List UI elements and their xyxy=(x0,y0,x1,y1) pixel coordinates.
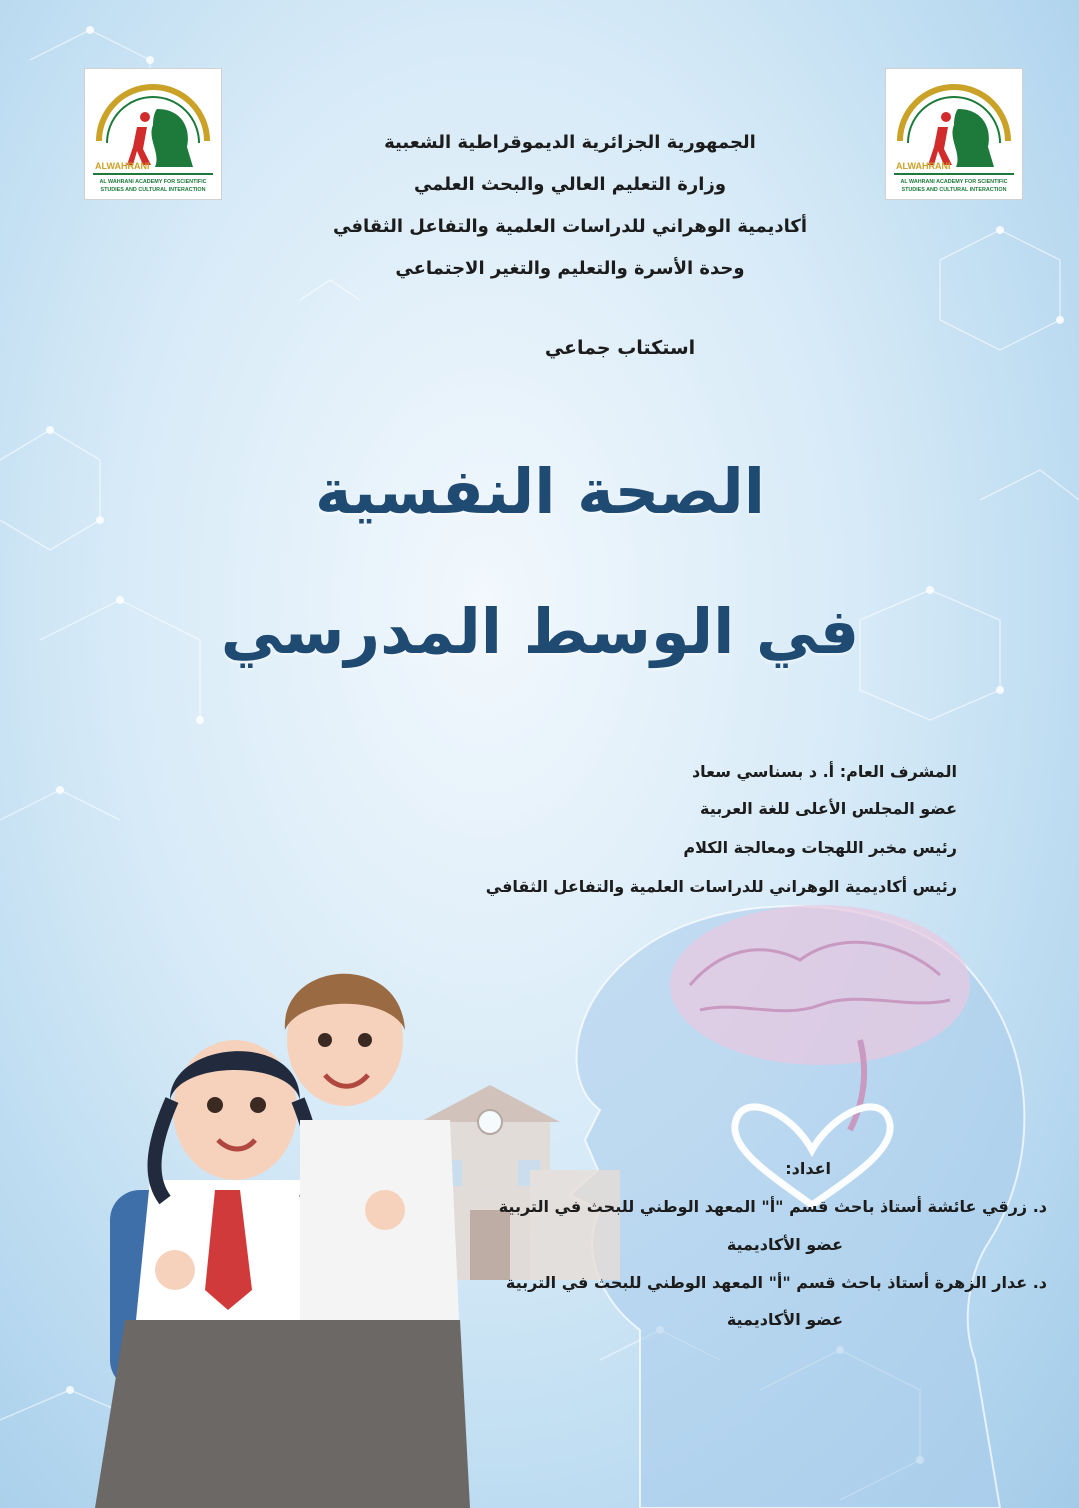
collective-work-label: استكتاب جماعي xyxy=(544,337,696,359)
header-republic: الجمهورية الجزائرية الديموقراطية الشعبية xyxy=(384,132,756,153)
supervisor-role-3: رئيس أكاديمية الوهراني للدراسات العلمية والتفاعل الثقافي xyxy=(485,877,957,896)
svg-text:STUDIES AND CULTURAL INTERACTI: STUDIES AND CULTURAL INTERACTION xyxy=(901,187,1007,193)
header-ministry: وزارة التعليم العالي والبحث العلمي xyxy=(413,174,727,195)
svg-text:AL WAHRANI ACADEMY FOR SCIENTI: AL WAHRANI ACADEMY FOR SCIENTIFIC xyxy=(99,179,207,185)
svg-text:STUDIES AND CULTURAL INTERACTI: STUDIES AND CULTURAL INTERACTION xyxy=(100,187,206,193)
title-line-2: في الوسط المدرسي xyxy=(220,595,860,668)
prepared-by-label: اعداد: xyxy=(785,1159,831,1178)
supervisor-name: المشرف العام: أ. د بسناسي سعاد xyxy=(691,762,957,781)
author-1: د. زرقي عائشة أستاذ باحث قسم "أ" المعهد الوطني للبحث في التربية xyxy=(498,1197,1047,1216)
svg-text:ALWAHRANI: ALWAHRANI xyxy=(896,161,951,171)
header-academy: أكاديمية الوهراني للدراسات العلمية والتفاعل الثقافي xyxy=(333,216,807,237)
svg-text:ALWAHRANI: ALWAHRANI xyxy=(95,161,150,171)
title-line-1: الصحة النفسية xyxy=(315,455,765,528)
supervisor-role-1: عضو المجلس الأعلى للغة العربية xyxy=(700,799,957,818)
supervisor-role-2: رئيس مخبر اللهجات ومعالجة الكلام xyxy=(683,838,957,857)
author-1-membership: عضو الأكاديمية xyxy=(726,1235,843,1254)
brain-icon xyxy=(670,905,970,1065)
author-2-membership: عضو الأكاديمية xyxy=(726,1310,843,1329)
author-2: د. عدار الزهرة أستاذ باحث قسم "أ" المعهد الوطني للبحث في التربية xyxy=(505,1273,1047,1292)
svg-text:AL WAHRANI ACADEMY FOR SCIENTI: AL WAHRANI ACADEMY FOR SCIENTIFIC xyxy=(900,179,1008,185)
cover-illustration xyxy=(0,880,1079,1508)
header-unit: وحدة الأسرة والتعليم والتغير الاجتماعي xyxy=(395,258,745,279)
